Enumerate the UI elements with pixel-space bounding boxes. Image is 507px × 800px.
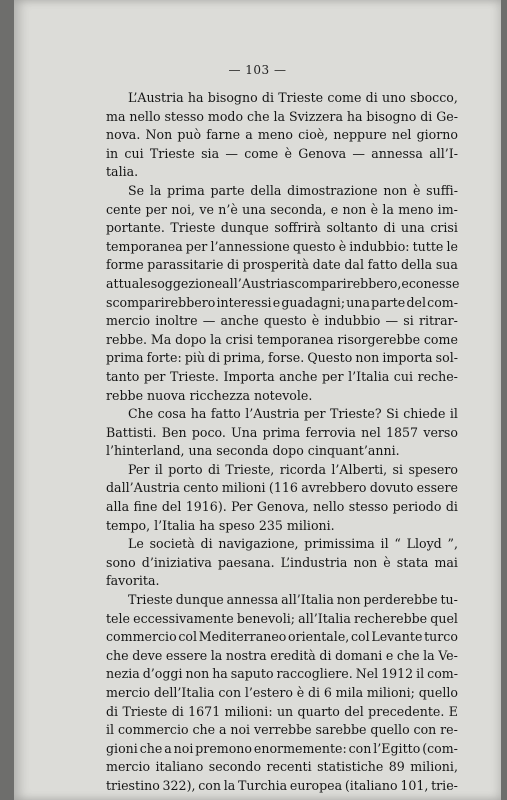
text-line: ma nello stesso modo che la Svizzera ha bisogno di Ge-: [106, 108, 458, 124]
text-line: portante. Trieste dunque soffrirà soltanto di una crisi: [106, 220, 458, 236]
text-line: temporanea per l’annessione questo è indubbio: tutte le: [106, 238, 458, 254]
text-line: L’Austria ha bisogno di Trieste come di uno sbocco,: [128, 90, 458, 105]
book-page: [14, 0, 501, 800]
text-line: gioni che a noi premono enormemente: con l’Egitto (com-: [106, 740, 458, 756]
text-line: mercio italiano secondo recenti statistiche 89 milioni,: [106, 759, 458, 775]
text-line: mercio dell’Italia con l’estero è di 6 mila milioni; quello: [106, 685, 458, 700]
text-line: tanto per Trieste. Importa anche per l’Italia cui reche-: [106, 368, 458, 384]
text-line: talia.: [106, 164, 139, 180]
text-line: tempo, l’Italia ha speso 235 milioni.: [106, 517, 335, 533]
text-line: Le società di navigazione, primissima il “ Lloyd ”,: [128, 536, 458, 552]
text-line: in cui Trieste sia — come è Genova — annessa all’I-: [106, 145, 458, 161]
text-line: di Trieste di 1671 milioni: un quarto del precedente. E: [106, 703, 458, 719]
text-line: rebbe. Ma dopo la crisi temporanea risorgerebbe come: [106, 331, 458, 347]
body-text: [106, 89, 458, 796]
page-number: — 103 —: [228, 63, 287, 77]
text-line: cente per noi, ve n’è una seconda, e non è la meno im-: [106, 201, 458, 217]
text-line: favorita.: [106, 573, 160, 589]
text-line: prima forte: più di prima, forse. Questo non importa sol-: [106, 350, 458, 366]
text-line: Per il porto di Trieste, ricorda l’Alberti, si spesero: [128, 461, 458, 477]
text-line: commercio col Mediterraneo orientale, col Levante turco: [106, 629, 458, 645]
text-line: nezia d’oggi non ha saputo raccogliere. Nel 1912 il com-: [106, 666, 458, 682]
text-line: dall’Austria cento milioni (116 avrebbero dovuto essere: [106, 480, 458, 496]
text-line: triestino 322), con la Turchia europea (italiano 101, trie-: [106, 777, 458, 793]
text-line: il commercio che a noi verrebbe sarebbe quello con re-: [106, 722, 458, 738]
text-line: nova. Non può farne a meno cioè, neppure nel giorno: [106, 127, 458, 143]
text-line: l’hinterland, una seconda dopo cinquant’anni.: [106, 443, 400, 459]
text-line: scomparirebbero interessi e guadagni; una parte del com-: [106, 294, 458, 310]
text-line: Che cosa ha fatto l’Austria per Trieste? Si chiede il: [128, 406, 458, 422]
text-line: tele eccessivamente benevoli; all’Italia recherebbe quel: [106, 610, 458, 626]
text-line: sono d’iniziativa paesana. L’industria non è stata mai: [106, 554, 458, 570]
text-line: alla fine del 1916). Per Genova, nello stesso periodo di: [106, 499, 458, 515]
text-line: Trieste dunque annessa all’Italia non perderebbe tu-: [128, 592, 458, 608]
text-line: mercio inoltre — anche questo è indubbio — si ritrar-: [106, 313, 458, 329]
text-line: Battisti. Ben poco. Una prima ferrovia nel 1857 verso: [106, 424, 458, 440]
text-line: Se la prima parte della dimostrazione non è suffi-: [128, 182, 458, 198]
text-line: rebbe nuova ricchezza notevole.: [106, 387, 313, 403]
text-line: forme parassitarie di prosperità date dal fatto della sua: [106, 257, 458, 273]
text-line: che deve essere la nostra eredità di domani e che la Ve-: [106, 647, 458, 663]
text-line: attuale soggezione all’Austria scomparirebbero, e con esse: [106, 275, 460, 291]
